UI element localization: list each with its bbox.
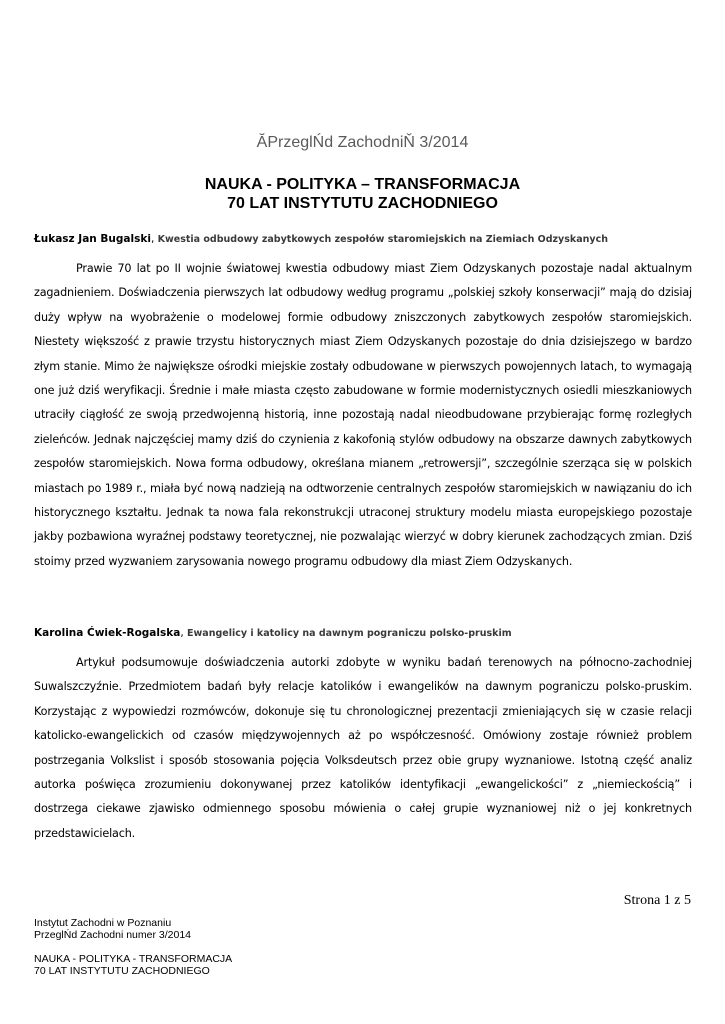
page-footer [34, 917, 232, 989]
footer-title-block [34, 953, 232, 977]
page-number: Strona 1 z 5 [623, 893, 691, 908]
article-2-title: Ewangelicy i katolicy na dawnym pograniczu polsko-pruskim [187, 628, 512, 639]
journal-header: ĂPrzeglŃd ZachodniŇ 3/2014 [256, 134, 469, 151]
article-2-separator: , [180, 627, 188, 639]
article-1-body [34, 257, 692, 574]
article-1-author: Łukasz Jan Bugalski [34, 233, 151, 245]
footer-publisher-block [34, 917, 232, 941]
footer-institute: Instytut Zachodni w Poznaniu [34, 917, 172, 929]
document-title [0, 175, 725, 213]
footer-journal-issue: PrzeglŃd Zachodni numer 3/2014 [34, 929, 192, 941]
article-1-title: Kwestia odbudowy zabytkowych zespołów staromiejskich na Ziemiach Odzyskanych [157, 234, 608, 245]
article-2-body [34, 651, 692, 846]
article-1-byline [34, 232, 692, 247]
article-1-separator: , [150, 233, 158, 245]
footer-title-line-1: NAUKA - POLITYKA - TRANSFORMACJA [34, 953, 233, 965]
article-2-abstract: Artykuł podsumowuje doświadczenia autorki zdobyte w wyniku badań terenowych na północno-zachodniej Suwalszczyźnie. Przedmiotem badań były relacje katolików i ewangelików na dawnym pograniczu polsko-pruskim. Korzystając z wypowiedzi rozmówców, dokonuje się tu chronologicznej prezentacji zmieniających się w czasie relacji katolicko-ewangelickich od czasów międzywojennych aż po współczesność. Omówiony zostaje również problem postrzegania Volkslist i sposób stosowania pojęcia Volksdeutsch przez obie grupy wyznaniowe. Istotną część analiz autorka poświęca zrozumieniu dokonywanej przez katolików identyfikacji „ewangelickości” z „niemieckością” i dostrzega ciekawe zjawisko odmiennego sposobu mówienia o całej grupie wyznaniowej niż o jej konkretnych przedstawicielach. [34, 656, 692, 840]
article-2-author: Karolina Ćwiek-Rogalska [34, 627, 181, 639]
article-1 [34, 232, 692, 574]
article-2-byline [34, 626, 692, 641]
article-2 [34, 626, 692, 846]
article-1-abstract: Prawie 70 lat po II wojnie światowej kwestia odbudowy miast Ziem Odzyskanych pozostaje nadal aktualnym zagadnieniem. Doświadczenia pierwszych lat odbudowy według programu „polskiej szkoły konserwacji” mają do dzisiaj duży wpływ na wyobrażenie o modelowej formie odbudowy zniszczonych zabytkowych zespołów staromiejskich. Niestety większość z prawie trzystu historycznych miast Ziem Odzyskanych pozostaje do dnia dzisiejszego w bardzo złym stanie. Mimo że największe ośrodki miejskie zostały odbudowane w pierwszych powojennych latach, to wymagają one już dziś weryfikacji. Średnie i małe miasta często zabudowane w formie modernistycznych osiedli mieszkaniowych utraciły ciągłość ze swoją przedwojenną historią, inne pozostają nadal nieodbudowane przybierając formę rozległych zieleńców. Jednak najczęściej mamy dziś do czynienia z kakofonią stylów odbudowy na obszarze dawnych zabytkowych zespołów staromiejskich. Nowa forma odbudowy, określana mianem „retrowersji”, szczególnie szerząca się w polskich miastach po 1989 r., miała być nową nadzieją na odtworzenie centralnych zespołów staromiejskich w nawiązaniu do ich historycznego kształtu. Jednak ta nowa fala rekonstrukcji utraconej struktury modelu miasta europejskiego pozostaje jakby pozbawiona wyraźnej podstawy teoretycznej, nie pozwalając wierzyć w dobry kierunek zachodzących zmian. Dziś stoimy przed wyzwaniem zarysowania nowego programu odbudowy dla miast Ziem Odzyskanych. [34, 262, 692, 568]
footer-title-line-2: 70 LAT INSTYTUTU ZACHODNIEGO [34, 965, 210, 977]
title-line-1: NAUKA - POLITYKA – TRANSFORMACJA [204, 176, 521, 193]
title-line-2: 70 LAT INSTYTUTU ZACHODNIEGO [227, 195, 498, 212]
